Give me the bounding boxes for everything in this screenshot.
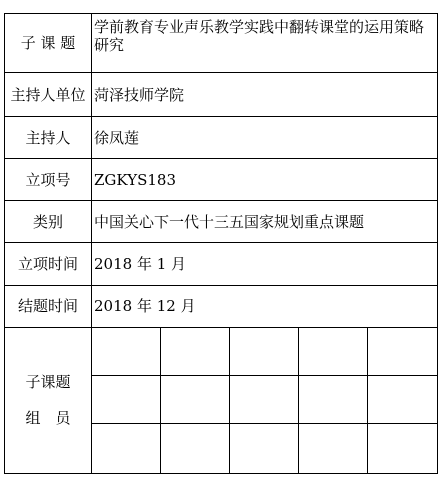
member-cell	[92, 423, 161, 473]
members-label	[5, 327, 92, 473]
category-label: 类别	[5, 201, 92, 243]
members-label-line2: 组 员	[25, 409, 71, 428]
project-number-value: ZGKYS183	[92, 159, 438, 201]
row-host-unit	[5, 73, 438, 117]
category-value: 中国关心下一代十三五国家规划重点课题	[92, 201, 438, 243]
member-cell	[230, 375, 299, 423]
project-info-form	[4, 13, 438, 474]
row-project-number	[5, 159, 438, 201]
row-category	[5, 201, 438, 243]
host-person-label: 主持人	[5, 117, 92, 159]
member-cell	[299, 327, 368, 375]
member-cell	[368, 375, 438, 423]
host-unit-value: 菏泽技师学院	[92, 73, 438, 117]
host-person-value: 徐凤莲	[92, 117, 438, 159]
approval-date-label: 立项时间	[5, 243, 92, 285]
approval-date-value: 2018 年 1 月	[92, 243, 438, 285]
subproject-title-label: 子 课 题	[5, 14, 92, 73]
member-cell	[368, 327, 438, 375]
member-cell	[92, 327, 161, 375]
member-cell	[161, 423, 230, 473]
row-approval-date	[5, 243, 438, 285]
completion-date-value: 2018 年 12 月	[92, 285, 438, 327]
member-cell	[161, 375, 230, 423]
members-row-1	[5, 327, 438, 375]
member-cell	[92, 375, 161, 423]
member-cell	[299, 375, 368, 423]
project-number-label: 立项号	[5, 159, 92, 201]
member-cell	[368, 423, 438, 473]
member-cell	[230, 423, 299, 473]
row-subproject-title	[5, 14, 438, 73]
members-label-line1: 子课题	[25, 373, 71, 392]
row-host-person	[5, 117, 438, 159]
completion-date-label: 结题时间	[5, 285, 92, 327]
row-completion-date	[5, 285, 438, 327]
member-cell	[299, 423, 368, 473]
subproject-title-value: 学前教育专业声乐教学实践中翻转课堂的运用策略研究	[92, 14, 438, 73]
host-unit-label: 主持人单位	[5, 73, 92, 117]
member-cell	[161, 327, 230, 375]
member-cell	[230, 327, 299, 375]
